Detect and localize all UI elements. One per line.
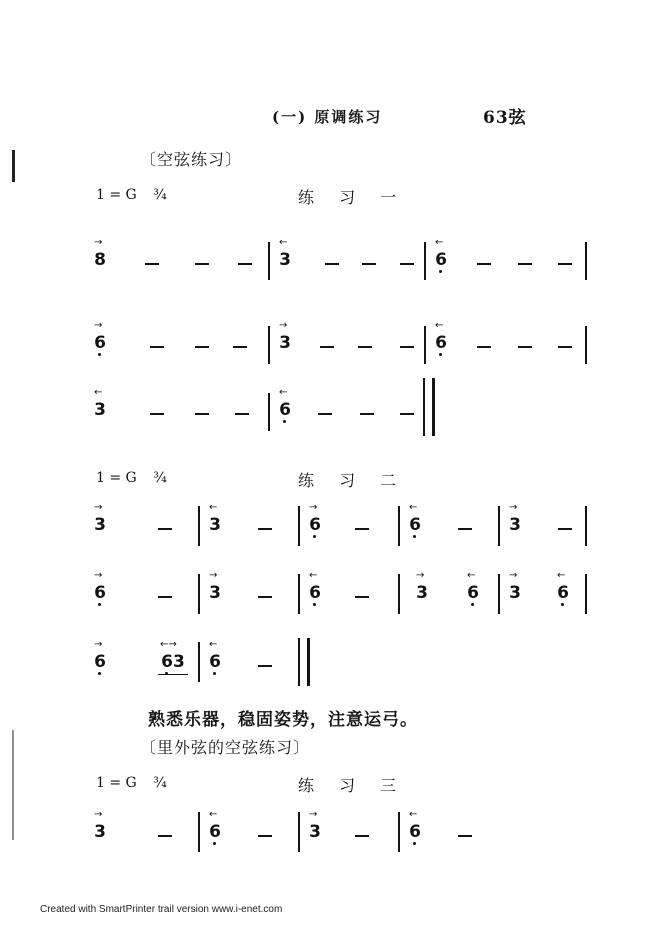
note: → 3	[94, 502, 106, 535]
note: → 3	[509, 570, 521, 603]
note: → 6	[93, 652, 107, 672]
note: → 3	[509, 502, 521, 535]
note: ← 6	[408, 515, 422, 535]
note: → 3	[94, 809, 106, 842]
exercise-1-title: 练 习 一	[298, 188, 407, 207]
beam	[158, 674, 188, 675]
note: ← 6	[408, 822, 422, 842]
bar-line	[585, 574, 587, 614]
dash	[355, 596, 369, 598]
bar-line	[398, 574, 400, 614]
dash	[150, 346, 164, 348]
inner-outer-heading: 〔里外弦的空弦练习〕	[140, 738, 311, 757]
bar-line	[498, 506, 500, 546]
dash	[325, 263, 339, 265]
dash	[477, 263, 491, 265]
bar-line	[585, 326, 587, 364]
key-label: 1 = G	[96, 775, 137, 791]
dash	[158, 596, 172, 598]
dash	[195, 413, 209, 415]
note: → 3	[416, 570, 428, 603]
meter-label: ¾	[153, 187, 167, 203]
dash	[195, 263, 209, 265]
final-bar-line	[298, 638, 310, 686]
dash	[150, 413, 164, 415]
dash	[458, 835, 472, 837]
bar-line	[198, 574, 200, 614]
dash	[158, 835, 172, 837]
note: ← 6	[208, 652, 222, 672]
note: → 8	[94, 237, 106, 270]
section-title: (一) 原调练习	[272, 108, 383, 126]
note: ← 6	[434, 333, 448, 353]
key-signature-2	[96, 470, 167, 486]
meter-label: ¾	[153, 775, 167, 791]
practice-instruction: 熟悉乐器，稳固姿势，注意运弓。	[148, 710, 418, 730]
bar-line	[424, 242, 426, 280]
meter-label: ¾	[153, 470, 167, 486]
dash	[400, 263, 414, 265]
dash	[258, 835, 272, 837]
open-string-heading: 〔空弦练习〕	[140, 150, 243, 169]
bar-line	[298, 506, 300, 546]
note: ← 6	[208, 822, 222, 842]
dash	[362, 263, 376, 265]
note: → 3	[309, 809, 321, 842]
bar-line	[268, 242, 270, 280]
dash	[258, 665, 272, 667]
string-tag: 63弦	[483, 108, 527, 128]
note: ← 6	[308, 583, 322, 603]
bar-line	[424, 326, 426, 364]
note: → 3	[279, 320, 291, 353]
note: ← 6	[434, 250, 448, 270]
bar-line	[268, 393, 270, 431]
dash	[360, 413, 374, 415]
dash	[400, 413, 414, 415]
dash	[400, 346, 414, 348]
exercise-2-title: 练 习 二	[298, 471, 407, 490]
dash	[195, 346, 209, 348]
final-bar-line	[423, 378, 435, 436]
dash	[358, 346, 372, 348]
note: → 6	[93, 333, 107, 353]
bar-line	[268, 326, 270, 364]
dash	[233, 346, 247, 348]
dash	[355, 528, 369, 530]
dash	[355, 835, 369, 837]
dash	[558, 346, 572, 348]
note: → 6	[308, 515, 322, 535]
dash	[320, 346, 334, 348]
note: → 3	[209, 570, 221, 603]
bar-line	[298, 574, 300, 614]
dash	[258, 596, 272, 598]
note: → 6	[93, 583, 107, 603]
note: ← 6	[466, 583, 480, 603]
bar-line	[585, 506, 587, 546]
dash	[258, 528, 272, 530]
dash	[318, 413, 332, 415]
key-signature-3	[96, 775, 167, 791]
dash	[477, 346, 491, 348]
scan-edge-mark	[12, 730, 14, 840]
note: ← 6	[278, 400, 292, 420]
note: ← 6	[556, 583, 570, 603]
dash	[158, 528, 172, 530]
footer-watermark: Created with SmartPrinter trail version www.i-enet.com	[40, 904, 283, 915]
note-pair: ←→ 63	[158, 652, 188, 672]
key-label: 1 = G	[96, 470, 137, 486]
bar-line	[498, 574, 500, 614]
dash	[518, 346, 532, 348]
bar-line	[585, 242, 587, 280]
key-label: 1 = G	[96, 187, 137, 203]
bar-line	[398, 812, 400, 852]
dash	[518, 263, 532, 265]
dash	[458, 528, 472, 530]
bar-line	[298, 812, 300, 852]
bar-line	[398, 506, 400, 546]
dash	[558, 528, 572, 530]
note: ← 3	[279, 237, 291, 270]
note: ← 3	[209, 502, 221, 535]
dash	[238, 263, 252, 265]
scan-edge-mark	[12, 150, 15, 182]
bar-line	[198, 812, 200, 852]
dash	[558, 263, 572, 265]
dash	[235, 413, 249, 415]
exercise-3-title: 练 习 三	[298, 776, 407, 795]
bar-line	[198, 642, 200, 682]
note: ← 3	[94, 387, 106, 420]
dash	[145, 263, 159, 265]
key-signature-1	[96, 187, 167, 203]
bar-line	[198, 506, 200, 546]
